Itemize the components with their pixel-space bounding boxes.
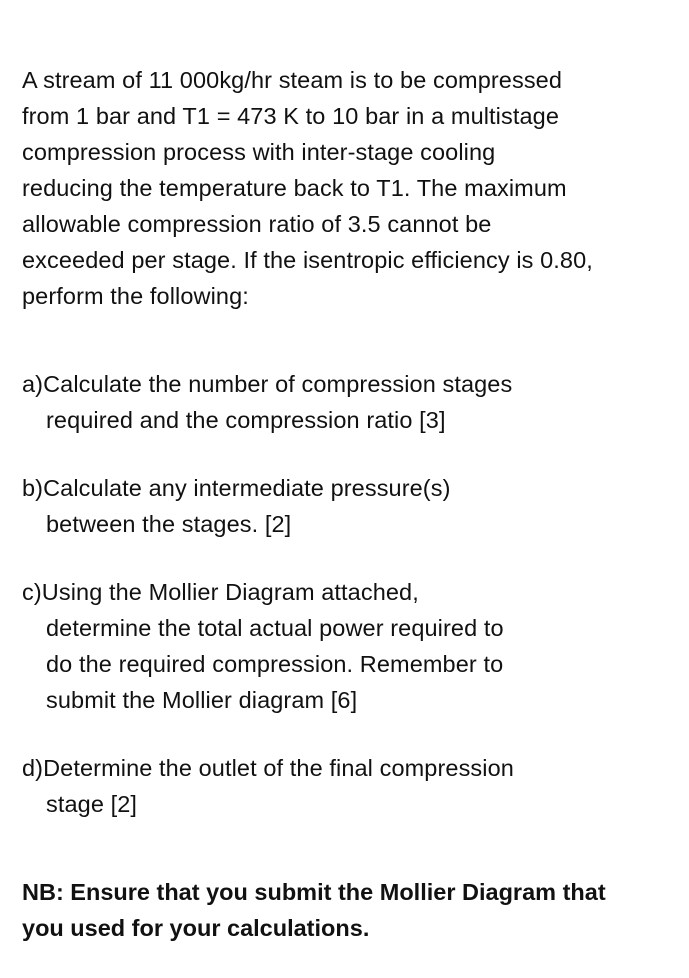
question-line: submit the Mollier diagram [6]: [46, 687, 358, 713]
question-label: b): [22, 475, 44, 501]
problem-line: perform the following:: [22, 283, 249, 309]
question-text: Determine the outlet of the final compression: [43, 755, 514, 781]
question-line: [22, 470, 682, 506]
question-line: stage [2]: [46, 791, 138, 817]
question-line: [22, 366, 682, 402]
question-text: Calculate the number of compression stages: [43, 371, 513, 397]
question-line: [22, 750, 682, 786]
problem-line: compression process with inter-stage cooling: [22, 139, 496, 165]
document-page: [22, 62, 682, 946]
problem-line: from 1 bar and T1 = 473 K to 10 bar in a multistage: [22, 103, 559, 129]
question-label: c): [22, 579, 42, 605]
question-d: [22, 750, 682, 822]
problem-line: exceeded per stage. If the isentropic efficiency is 0.80,: [22, 247, 593, 273]
question-list: [22, 366, 682, 822]
problem-line: reducing the temperature back to T1. The maximum: [22, 175, 567, 201]
question-c: [22, 574, 682, 718]
question-label: d): [22, 755, 44, 781]
question-line: [22, 574, 682, 610]
question-a: [22, 366, 682, 438]
problem-statement: [22, 62, 682, 314]
question-b: [22, 470, 682, 542]
question-text: Using the Mollier Diagram attached,: [41, 579, 419, 605]
problem-line: A stream of 11 000kg/hr steam is to be compressed: [22, 67, 563, 93]
question-line: determine the total actual power required to: [46, 615, 504, 641]
question-line: required and the compression ratio [3]: [46, 407, 446, 433]
note-block: [22, 874, 682, 946]
question-line: do the required compression. Remember to: [46, 651, 504, 677]
question-line: between the stages. [2]: [46, 511, 292, 537]
question-text: Calculate any intermediate pressure(s): [43, 475, 451, 501]
note-line: you used for your calculations.: [22, 915, 370, 941]
problem-line: allowable compression ratio of 3.5 cannot be: [22, 211, 492, 237]
question-label: a): [22, 371, 44, 397]
note-line: NB: Ensure that you submit the Mollier Diagram that: [22, 879, 606, 905]
